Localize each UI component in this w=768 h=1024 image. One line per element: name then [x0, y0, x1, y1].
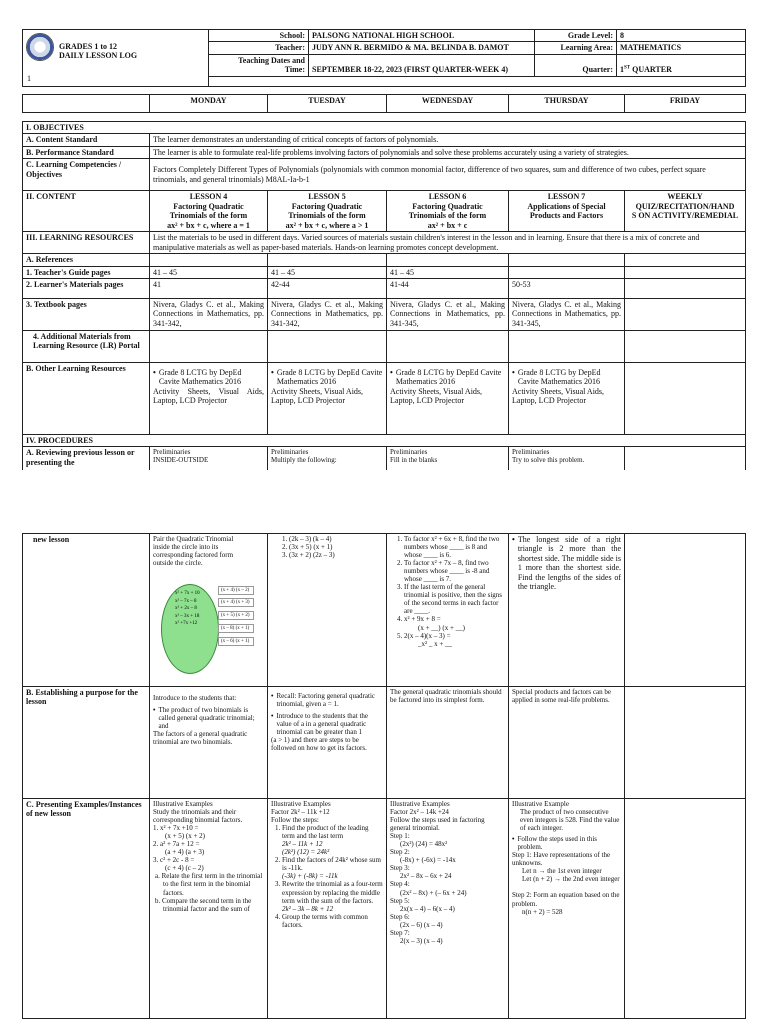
tg-wednesday: 41 – 45 — [387, 266, 509, 278]
area-label: Learning Area: — [535, 42, 617, 54]
quarter-label: Quarter: — [535, 54, 617, 76]
purpose-label: B. Establishing a purpose for the lesson — [23, 687, 150, 799]
tg-tuesday: 41 – 45 — [268, 266, 387, 278]
dates-label: Teaching Dates and Time: — [209, 54, 309, 76]
purpose-tuesday: • Recall: Factoring general quadratic trinomial, given a = 1. • Introduce to the students that the value of a in a general quadratic trinomial can be greater than 1 (a > 1) and there are steps to be followed on how to get its factors. — [268, 687, 387, 799]
review-tuesday: Preliminaries Multiply the following: — [268, 447, 387, 470]
page-number: 1 — [27, 74, 31, 83]
competencies-label: C. Learning Competencies / Objectives — [23, 159, 150, 191]
tg-thursday — [509, 266, 625, 278]
grade-value: 8 — [617, 30, 746, 42]
review-wednesday: Preliminaries Fill in the blanks — [387, 447, 509, 470]
references-label: A. References — [23, 254, 150, 266]
objectives-heading: I. OBJECTIVES — [23, 122, 746, 134]
factor-box: (x + 5) (x + 2) — [218, 611, 254, 620]
school-value: PALSONG NATIONAL HIGH SCHOOL — [309, 30, 535, 42]
additional-materials-label: 4. Additional Materials from Learning Resource (LR) Portal — [23, 330, 150, 362]
day-friday: FRIDAY — [625, 95, 746, 113]
new-lesson-label: new lesson — [23, 534, 150, 687]
present-tuesday: Illustrative Examples Factor 2k² – 11k +12 Follow the steps: 1. Find the product of the leading term and the last term 2k² – 11k + 12 (2k²) (12) = 24k² 2. Find the factors of 24k² whose sum is -11k. (-3k) + (-8k) = -11k 3. Rewrite the trinomial as a four-term expression by replacing the middle term with the sum of the factors. 2k² – 3k – 8k + 12 4. Group the terms with common factors. — [268, 799, 387, 1019]
other-res-monday: • Grade 8 LCTG by DepEd Cavite Mathematics 2016 Activity Sheets, Visual Aids, Laptop, LCD Projector — [150, 362, 268, 434]
grade-label: Grade Level: — [535, 30, 617, 42]
content-standard-label: A. Content Standard — [23, 134, 150, 146]
main-table-page1 — [22, 121, 746, 470]
present-monday: Illustrative Examples Study the trinomials and their corresponding binomial factors. 1. x² + 7x +10 = (x + 5) (x + 2) 2. a² + 7a + 12 = (a + 4) (a + 3) 3. c² + 2c - 8 = (c + 4) (c – 2) a. Relate the first term in the trinomial to the first term in the binomial factors. b. Compare the second term in the trinomial factor and the sum of — [150, 799, 268, 1019]
lm-friday — [625, 278, 746, 298]
factor-box: (x – 8) (x + 1) — [218, 624, 254, 633]
presenting-label: C. Presenting Examples/Instances of new lesson — [23, 799, 150, 1019]
content-standard-text: The learner demonstrates an understanding of critical concepts of factors of polynomials. — [150, 134, 746, 146]
days-blank — [23, 95, 150, 113]
header-spacer — [209, 76, 746, 86]
lesson5-title: LESSON 5 Factoring Quadratic Trinomials of the form ax² + bx + c, where a > 1 — [268, 191, 387, 232]
trinomial-list: x² + 7x + 10 x² – 7x – 8 x² + 2x – 8 x² – 3x + 18 x² +7x +12 — [175, 591, 200, 626]
quarter-value: 1ST QUARTER — [617, 54, 746, 76]
lesson6-title: LESSON 6 Factoring Quadratic Trinomials of the form ax² + bx + c — [387, 191, 509, 232]
day-tuesday: TUESDAY — [268, 95, 387, 113]
present-thursday: Illustrative Example The product of two consecutive even integers is 528. Find the value of each integer. • Follow the steps used in this problem. Step 1: Have representations of the unknowns. Let n → the 1st even integer Let (n + 2) → the 2nd even integer Step 2: Form an equation based on the problem. n(n + 2) = 528 — [509, 799, 625, 1019]
other-res-thursday: • Grade 8 LCTG by DepEd Cavite Mathematics 2016 Activity Sheets, Visual Aids, Laptop, LCD Projector — [509, 362, 625, 434]
day-wednesday: WEDNESDAY — [387, 95, 509, 113]
other-res-tuesday: • Grade 8 LCTG by DepEd Cavite Mathematics 2016 Activity Sheets, Visual Aids, Laptop, LCD Projector — [268, 362, 387, 434]
lm-monday: 41 — [150, 278, 268, 298]
teachers-guide-label: 1. Teacher's Guide pages — [23, 266, 150, 278]
header-table — [22, 29, 746, 87]
day-monday: MONDAY — [150, 95, 268, 113]
other-res-wednesday: • Grade 8 LCTG by DepEd Cavite Mathematics 2016 Activity Sheets, Visual Aids, Laptop, LCD Projector — [387, 362, 509, 434]
other-resources-label: B. Other Learning Resources — [23, 362, 150, 434]
org-cell — [23, 30, 209, 87]
tg-friday — [625, 266, 746, 278]
learners-materials-label: 2. Learner's Materials pages — [23, 278, 150, 298]
review-wednesday-cont: 1. To factor x² + 6x + 8, find the two numbers whose ____ is 8 and whose ____ is 6. 2. To factor x² + 7x – 8, find two numbers whose ____ is -8 and whose ____ is 7. 3. If the last term of the general trinomial is positive, then the signs of the second terms in each factor are ____. 4. x² + 9x + 8 = (x + __) (x + __) 5. 2(x – 4)(x – 3) = _x² _ x + __ — [387, 534, 509, 687]
lesson4-title: LESSON 4 Factoring Quadratic Trinomials of the form ax² + bx + c, where a = 1 — [150, 191, 268, 232]
school-label: School: — [209, 30, 309, 42]
review-monday: Preliminaries INSIDE-OUTSIDE — [150, 447, 268, 470]
weekly-quiz-title: WEEKLY QUIZ/RECITATION/HAND S ON ACTIVITY/REMEDIAL — [625, 191, 746, 232]
main-table-page2 — [22, 533, 746, 1019]
purpose-wednesday: The general quadratic trinomials should be factored into its simplest form. — [387, 687, 509, 799]
dates-value: SEPTEMBER 18-22, 2023 (FIRST QUARTER-WEEK 4) — [309, 54, 535, 76]
tb-monday: Nivera, Gladys C. et al., Making Connections in Mathematics, pp. 341-342, — [150, 298, 268, 330]
factor-box: (x + 4) (x + 3) — [218, 598, 254, 607]
teacher-value: JUDY ANN R. BERMIDO & MA. BELINDA B. DAMOT — [309, 42, 535, 54]
content-heading: II. CONTENT — [23, 191, 150, 232]
resources-heading: III. LEARNING RESOURCES — [23, 232, 150, 254]
performance-standard-text: The learner is able to formulate real-life problems involving factors of polynomials and solve these problems accurately using a variety of strategies. — [150, 146, 746, 158]
procedures-heading: IV. PROCEDURES — [23, 434, 746, 446]
tb-thursday: Nivera, Gladys C. et al., Making Connections in Mathematics, pp. 341-345, — [509, 298, 625, 330]
lm-wednesday: 41-44 — [387, 278, 509, 298]
present-wednesday: Illustrative Examples Factor 2x² – 14k +24 Follow the steps used in factoring general trinomial. Step 1: (2x²) (24) = 48x² Step 2: (-8x) + (-6x) = -14x Step 3: 2x² – 8x – 6x + 24 Step 4: (2x² – 8x) + (– 6x + 24) Step 5: 2x(x – 4) – 6(x – 4) Step 6: (2x – 6) (x – 4) Step 7: 2(x – 3) (x – 4) — [387, 799, 509, 1019]
factor-box: (x – 6) (x + 1) — [218, 637, 254, 646]
review-tuesday-cont: 1. (2k – 3) (k – 4) 2. (3x + 5) (x + 1) 3. (3z + 2) (2z – 3) — [268, 534, 387, 687]
teacher-label: Teacher: — [209, 42, 309, 54]
textbook-label: 3. Textbook pages — [23, 298, 150, 330]
competencies-text: Factors Completely Different Types of Polynomials (polynomials with common monomial factor, difference of two squares, sum and difference of two cubes, perfect square trinomials, and general trinomials) M8AL-Ia-b-1 — [150, 159, 746, 191]
tb-wednesday: Nivera, Gladys C. et al., Making Connections in Mathematics, pp. 341-345, — [387, 298, 509, 330]
day-thursday: THURSDAY — [509, 95, 625, 113]
tb-friday — [625, 298, 746, 330]
reviewing-label: A. Reviewing previous lesson or presenting the — [23, 447, 150, 470]
purpose-thursday: Special products and factors can be applied in some real-life problems. — [509, 687, 625, 799]
page-two — [0, 470, 768, 1024]
review-thursday: Preliminaries Try to solve this problem. — [509, 447, 625, 470]
tg-monday: 41 – 45 — [150, 266, 268, 278]
performance-standard-label: B. Performance Standard — [23, 146, 150, 158]
lm-thursday: 50-53 — [509, 278, 625, 298]
review-monday-cont: Pair the Quadratic Trinomial inside the circle into its corresponding factored form outside the circle. — [150, 534, 268, 687]
review-thursday-cont: • The longest side of a right triangle is 2 more than the shortest side. The middle side is 1 more than the shortest side. Find the lengths of the sides of the triangle. — [509, 534, 625, 687]
tb-tuesday: Nivera, Gladys C. et al., Making Connections in Mathematics, pp. 341-342, — [268, 298, 387, 330]
purpose-monday: Introduce to the students that: • The product of two binomials is called general quadratic trinomial; and The factors of a general quadratic trinomial are two binomials. — [150, 687, 268, 799]
lesson7-title: LESSON 7 Applications of Special Products and Factors — [509, 191, 625, 232]
days-table — [22, 94, 746, 113]
page-one — [0, 0, 768, 470]
area-value: MATHEMATICS — [617, 42, 746, 54]
factor-box: (x + 4) (x – 2) — [218, 586, 254, 595]
resources-text: List the materials to be used in different days. Varied sources of materials sustain children's interest in the lesson and in learning. Ensure that there is a mix of concrete and manipulative materials as well as paper-based materials. Hands-on learning promotes concept development. — [150, 232, 746, 254]
lm-tuesday: 42-44 — [268, 278, 387, 298]
org-line2: DAILY LESSON LOG — [59, 51, 138, 61]
org-line1: GRADES 1 to 12 — [59, 42, 118, 51]
